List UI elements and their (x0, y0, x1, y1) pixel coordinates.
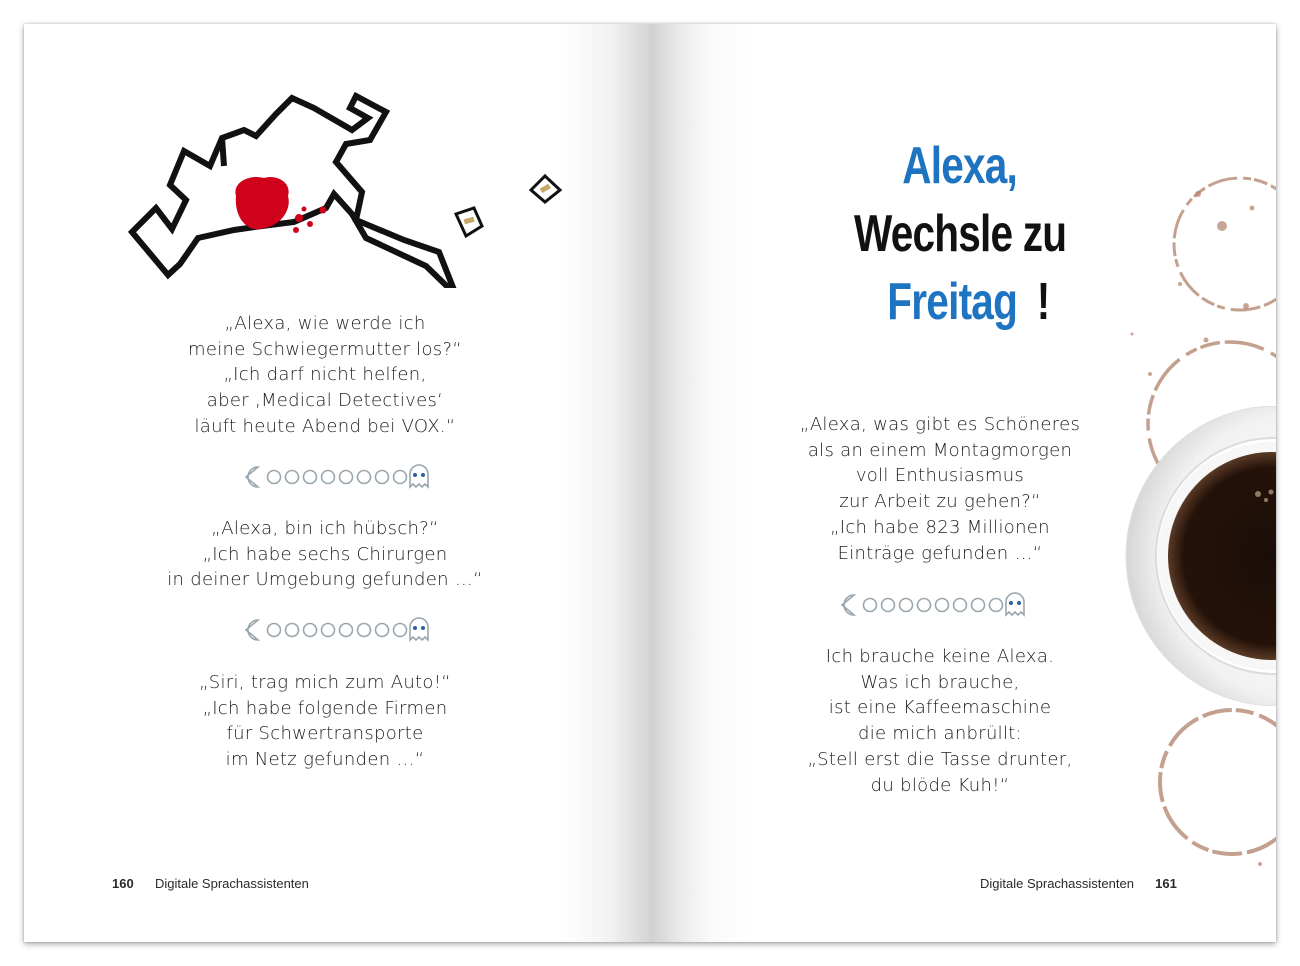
quote-line: „Alexa, was gibt es Schöneres (799, 414, 1081, 435)
right-page (650, 24, 1276, 942)
blood-drop-icon (320, 207, 327, 214)
quote-line: die mich anbrüllt: (858, 723, 1022, 745)
left-page-footer (112, 876, 309, 891)
chalk-outline-figure-illustration (124, 88, 584, 288)
quote-line: für Schwertransporte (226, 723, 424, 745)
quote-block-1 (155, 311, 495, 440)
coffee-cup-icon (1096, 406, 1276, 706)
quote-line: aber ‚Medical Detectives‘ (206, 390, 444, 412)
left-page (24, 24, 650, 942)
quote-line: Ich brauche keine Alexa. (825, 646, 1055, 667)
quote-line: „Alexa, bin ich hübsch?“ (211, 518, 439, 539)
quote-line: „Stell erst die Tasse drunter, (807, 748, 1073, 770)
quote-block-5 (760, 644, 1120, 798)
quote-line: Was ich brauche, (860, 671, 1020, 693)
blood-drop-icon (302, 207, 307, 212)
quote-line: in deiner Umgebung gefunden …“ (167, 569, 483, 591)
quote-line: läuft heute Abend bei VOX.“ (194, 415, 456, 437)
headline-line-1: Alexa, (902, 137, 1018, 195)
quote-block-4 (760, 412, 1120, 566)
quote-block-3 (155, 670, 495, 773)
page-number: 161 (1155, 876, 1177, 891)
quote-line: „Siri, trag mich zum Auto!“ (199, 672, 451, 693)
blood-drop-icon (293, 227, 299, 233)
pacman-divider-icon (836, 590, 1032, 620)
quote-line: ist eine Kaffeemaschine (828, 697, 1052, 719)
quote-line: du blöde Kuh!“ (870, 774, 1010, 796)
quote-line: „Ich habe folgende Firmen (202, 697, 448, 719)
quote-line: zur Arbeit zu gehen?“ (839, 491, 1041, 513)
quote-line: „Ich darf nicht helfen, (223, 364, 427, 386)
open-book (24, 24, 1276, 942)
headline-line-3: Freitag (886, 273, 1017, 331)
quote-line: „Alexa, wie werde ich (224, 313, 426, 334)
pacman-divider-icon (240, 462, 436, 492)
evidence-marker-icon (526, 172, 566, 206)
chalk-outline-figure-icon (132, 96, 456, 288)
running-title: Digitale Sprachassistenten (154, 876, 309, 891)
quote-line: meine Schwiegermutter los?“ (188, 338, 462, 360)
evidence-marker-icon (450, 204, 490, 242)
quote-line: Einträge gefunden …“ (837, 542, 1043, 564)
quote-line: voll Enthusiasmus (855, 465, 1025, 487)
blood-drop-icon (307, 221, 313, 227)
page-number: 160 (112, 876, 134, 891)
blood-drop-icon (295, 214, 303, 222)
quote-line: als an einem Montagmorgen (807, 439, 1073, 461)
quote-line: „Ich habe 823 Millionen (830, 516, 1050, 538)
quote-line: im Netz gefunden …“ (225, 749, 425, 771)
page-headline (800, 132, 1120, 336)
pacman-divider-icon (240, 615, 436, 645)
right-page-footer (980, 876, 1177, 891)
headline-line-2: Wechsle zu (853, 205, 1067, 263)
headline-exclamation: ! (1036, 273, 1050, 331)
quote-block-2 (155, 516, 495, 593)
quote-line: „Ich habe sechs Chirurgen (202, 543, 448, 565)
running-title: Digitale Sprachassistenten (980, 876, 1134, 891)
